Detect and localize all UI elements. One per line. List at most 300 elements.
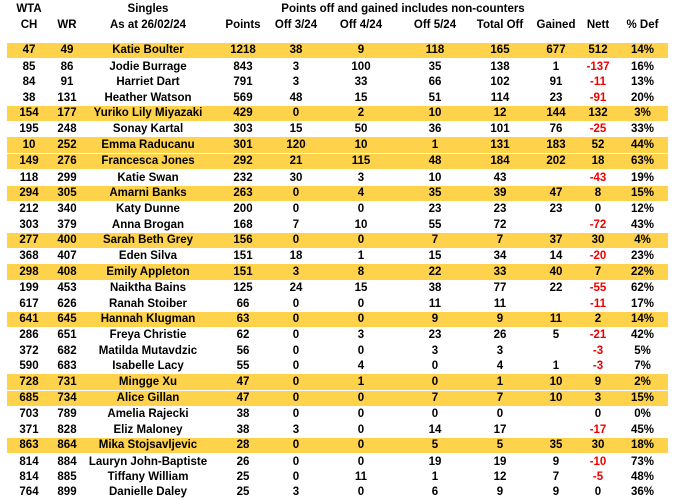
cell-points[interactable]: 151 (213, 264, 273, 280)
cell-wr[interactable]: 91 (60, 76, 74, 89)
cell-ch[interactable]: 703 (19, 408, 39, 421)
cell-gained[interactable] (533, 217, 579, 232)
cell-off4[interactable]: 0 (357, 486, 365, 499)
cell-off5[interactable]: 35 (428, 60, 442, 73)
cell-total[interactable]: 3 (496, 344, 504, 357)
cell-wr[interactable]: 651 (57, 329, 77, 342)
cell-off5[interactable]: 22 (403, 264, 467, 280)
cell-nett[interactable]: -91 (589, 91, 607, 104)
cell-off4[interactable]: 9 (319, 43, 403, 59)
cell-gained[interactable]: 22 (549, 282, 563, 295)
cell-off5[interactable]: 0 (431, 360, 439, 373)
cell-pct[interactable]: 14% (617, 312, 668, 328)
cell-total[interactable]: 23 (493, 203, 507, 216)
cell-gained[interactable]: 10 (533, 390, 579, 406)
cell-off4[interactable]: 15 (354, 282, 368, 295)
cell-wr[interactable]: 789 (57, 408, 77, 421)
cell-off3[interactable]: 0 (273, 374, 319, 390)
cell-gained[interactable]: 10 (533, 374, 579, 390)
cell-points[interactable]: 303 (233, 123, 253, 136)
cell-nett[interactable]: -55 (589, 282, 607, 295)
cell-total[interactable]: 12 (467, 106, 533, 122)
cell-points[interactable]: 47 (213, 374, 273, 390)
cell-off3[interactable]: 0 (273, 438, 319, 454)
cell-wr[interactable]: 645 (51, 312, 83, 328)
cell-ch[interactable]: 286 (19, 329, 39, 342)
col-header-pct-def[interactable]: % Def (626, 19, 659, 32)
cell-nett[interactable]: -137 (586, 60, 610, 73)
cell-ch[interactable]: 154 (7, 106, 51, 122)
cell-nett[interactable]: -17 (589, 423, 607, 436)
cell-name[interactable]: Naiktha Bains (109, 282, 187, 295)
cell-gained[interactable]: 1 (552, 360, 560, 373)
cell-gained[interactable]: 183 (533, 137, 579, 153)
cell-off5[interactable]: 1 (403, 137, 467, 153)
cell-points[interactable]: 56 (236, 344, 250, 357)
cell-wr[interactable]: 407 (57, 250, 77, 263)
col-header-nett[interactable]: Nett (586, 19, 610, 32)
cell-wr[interactable]: 731 (51, 374, 83, 390)
cell-name[interactable]: Amelia Rajecki (107, 408, 189, 421)
cell-nett[interactable]: 30 (579, 233, 617, 249)
cell-gained[interactable]: 202 (533, 153, 579, 169)
cell-pct[interactable]: 73% (630, 455, 655, 468)
cell-off4[interactable]: 115 (319, 153, 403, 169)
cell-points[interactable]: 843 (233, 60, 253, 73)
cell-points[interactable]: 232 (233, 171, 253, 184)
cell-total[interactable]: 17 (493, 423, 507, 436)
cell-off4[interactable]: 10 (354, 218, 368, 231)
cell-name[interactable]: Francesca Jones (83, 153, 213, 169)
cell-off4[interactable]: 0 (357, 455, 365, 468)
cell-off3[interactable]: 0 (292, 360, 300, 373)
cell-off3[interactable]: 0 (273, 233, 319, 249)
cell-off5[interactable]: 35 (403, 186, 467, 202)
cell-off5[interactable]: 1 (431, 470, 439, 483)
cell-name[interactable]: Freya Christie (109, 329, 187, 342)
cell-points[interactable]: 263 (213, 186, 273, 202)
cell-off5[interactable]: 66 (428, 76, 442, 89)
cell-points[interactable]: 301 (213, 137, 273, 153)
cell-off3[interactable]: 30 (289, 171, 303, 184)
cell-off3[interactable]: 0 (292, 408, 300, 421)
cell-gained[interactable]: 7 (552, 470, 560, 483)
cell-ch[interactable]: 298 (7, 264, 51, 280)
cell-total[interactable]: 184 (467, 153, 533, 169)
cell-total[interactable]: 0 (496, 408, 504, 421)
cell-nett[interactable]: 0 (594, 486, 602, 499)
cell-total[interactable]: 11 (493, 297, 507, 310)
cell-pct[interactable]: 36% (630, 486, 655, 499)
cell-name[interactable]: Emily Appleton (83, 264, 213, 280)
cell-ch[interactable]: 149 (7, 153, 51, 169)
cell-off4[interactable]: 11 (354, 470, 368, 483)
cell-total[interactable]: 43 (493, 171, 507, 184)
cell-gained[interactable]: 35 (533, 438, 579, 454)
cell-wr[interactable]: 379 (57, 218, 77, 231)
cell-wr[interactable]: 828 (57, 423, 77, 436)
cell-name[interactable]: Heather Watson (104, 91, 192, 104)
cell-gained[interactable]: 23 (549, 91, 563, 104)
cell-off5[interactable]: 19 (428, 455, 442, 468)
cell-pct[interactable]: 20% (630, 91, 655, 104)
cell-total[interactable]: 39 (467, 186, 533, 202)
cell-name[interactable]: Hannah Klugman (83, 312, 213, 328)
cell-pct[interactable]: 44% (617, 137, 668, 153)
cell-off4[interactable]: 33 (354, 76, 368, 89)
cell-off5[interactable]: 14 (428, 423, 442, 436)
cell-off3[interactable]: 3 (273, 264, 319, 280)
cell-pct[interactable]: 33% (630, 123, 655, 136)
cell-off4[interactable]: 10 (319, 137, 403, 153)
cell-ch[interactable]: 371 (19, 423, 39, 436)
cell-off5[interactable]: 15 (428, 250, 442, 263)
cell-off3[interactable]: 3 (292, 423, 300, 436)
cell-ch[interactable]: 195 (19, 123, 39, 136)
cell-off4[interactable]: 0 (357, 344, 365, 357)
cell-off4[interactable]: 15 (354, 91, 368, 104)
cell-pct[interactable]: 22% (617, 264, 668, 280)
cell-off5[interactable]: 0 (431, 408, 439, 421)
cell-name[interactable]: Danielle Daley (109, 486, 187, 499)
cell-off3[interactable]: 3 (292, 60, 300, 73)
cell-gained[interactable]: 5 (552, 329, 560, 342)
cell-off5[interactable]: 9 (403, 312, 467, 328)
cell-total[interactable]: 19 (493, 455, 507, 468)
col-header-off-4-24[interactable]: Off 4/24 (339, 19, 383, 32)
cell-gained[interactable]: 9 (552, 455, 560, 468)
cell-total[interactable]: 9 (496, 486, 504, 499)
cell-off4[interactable]: 0 (357, 203, 365, 216)
cell-nett[interactable]: 132 (579, 106, 617, 122)
cell-ch[interactable]: 368 (19, 250, 39, 263)
cell-total[interactable]: 7 (467, 233, 533, 249)
cell-ch[interactable]: 10 (7, 137, 51, 153)
cell-off3[interactable]: 0 (273, 186, 319, 202)
cell-name[interactable]: Yuriko Lily Miyazaki (83, 106, 213, 122)
cell-name[interactable]: Eliz Maloney (113, 423, 183, 436)
cell-gained[interactable]: 677 (533, 43, 579, 59)
cell-off4[interactable]: 0 (319, 390, 403, 406)
cell-off5[interactable]: 7 (403, 390, 467, 406)
cell-gained[interactable] (533, 406, 579, 422)
cell-wr[interactable]: 299 (57, 171, 77, 184)
cell-name[interactable]: Lauryn John-Baptiste (88, 455, 208, 468)
cell-points[interactable]: 55 (236, 360, 250, 373)
cell-name[interactable]: Katie Swan (117, 171, 179, 184)
cell-total[interactable]: 138 (490, 60, 510, 73)
cell-off3[interactable]: 0 (292, 470, 300, 483)
cell-total[interactable]: 9 (467, 312, 533, 328)
cell-off5[interactable]: 51 (428, 91, 442, 104)
cell-name[interactable]: Mika Stojsavljevic (83, 438, 213, 454)
cell-wr[interactable]: 682 (57, 344, 77, 357)
cell-total[interactable]: 12 (493, 470, 507, 483)
cell-off4[interactable]: 1 (357, 250, 365, 263)
cell-off4[interactable]: 0 (357, 408, 365, 421)
cell-off5[interactable]: 6 (431, 486, 439, 499)
cell-off3[interactable]: 18 (289, 250, 303, 263)
cell-points[interactable]: 28 (213, 438, 273, 454)
cell-name[interactable]: Katy Dunne (116, 203, 180, 216)
cell-nett[interactable]: 512 (579, 43, 617, 59)
cell-name[interactable]: Sarah Beth Grey (83, 233, 213, 249)
cell-off3[interactable]: 48 (289, 91, 303, 104)
cell-off5[interactable]: 118 (403, 43, 467, 59)
cell-off3[interactable]: 0 (273, 312, 319, 328)
col-header-total-off[interactable]: Total Off (476, 19, 524, 32)
cell-points[interactable]: 168 (233, 218, 253, 231)
cell-wr[interactable]: 453 (57, 282, 77, 295)
cell-off3[interactable]: 0 (292, 203, 300, 216)
cell-wr[interactable]: 884 (57, 455, 77, 468)
cell-ch[interactable]: 38 (22, 91, 36, 104)
cell-ch[interactable]: 212 (19, 203, 39, 216)
cell-off3[interactable]: 38 (273, 43, 319, 59)
cell-wr[interactable]: 626 (57, 297, 77, 310)
cell-off4[interactable]: 0 (319, 233, 403, 249)
cell-off4[interactable]: 1 (319, 374, 403, 390)
cell-pct[interactable]: 2% (617, 374, 668, 390)
cell-pct[interactable]: 42% (630, 329, 655, 342)
cell-pct[interactable]: 17% (630, 297, 655, 310)
cell-nett[interactable]: 8 (579, 186, 617, 202)
cell-name[interactable]: Isabelle Lacy (112, 360, 184, 373)
cell-off3[interactable]: 0 (292, 455, 300, 468)
cell-points[interactable]: 791 (233, 76, 253, 89)
cell-off5[interactable]: 48 (403, 153, 467, 169)
cell-pct[interactable]: 62% (630, 282, 655, 295)
cell-ch[interactable]: 814 (19, 470, 39, 483)
cell-points[interactable]: 38 (236, 408, 250, 421)
cell-total[interactable]: 1 (467, 374, 533, 390)
cell-ch[interactable]: 685 (7, 390, 51, 406)
cell-total[interactable]: 114 (490, 91, 510, 104)
cell-wr[interactable]: 885 (57, 470, 77, 483)
cell-gained[interactable]: 9 (552, 486, 560, 499)
col-header-off-5-24[interactable]: Off 5/24 (413, 19, 457, 32)
cell-nett[interactable]: -72 (589, 218, 607, 231)
cell-gained[interactable]: 76 (549, 123, 563, 136)
cell-name[interactable]: Eden Silva (118, 250, 178, 263)
cell-off3[interactable]: 120 (273, 137, 319, 153)
cell-ch[interactable]: 617 (19, 297, 39, 310)
cell-total[interactable]: 26 (493, 329, 507, 342)
cell-gained[interactable]: 40 (533, 264, 579, 280)
cell-nett[interactable]: 9 (579, 374, 617, 390)
cell-nett[interactable]: -25 (589, 123, 607, 136)
cell-ch[interactable]: 372 (19, 344, 39, 357)
cell-nett[interactable]: 0 (594, 408, 602, 421)
cell-points[interactable]: 292 (213, 153, 273, 169)
cell-off3[interactable]: 0 (273, 390, 319, 406)
cell-nett[interactable]: -3 (592, 344, 604, 357)
cell-ch[interactable]: 303 (19, 218, 39, 231)
cell-wr[interactable]: 899 (57, 486, 77, 499)
cell-points[interactable]: 62 (236, 329, 250, 342)
cell-ch[interactable]: 641 (7, 312, 51, 328)
cell-off5[interactable]: 3 (431, 344, 439, 357)
cell-ch[interactable]: 294 (7, 186, 51, 202)
cell-nett[interactable]: 3 (579, 390, 617, 406)
cell-gained[interactable]: 23 (549, 203, 563, 216)
cell-off4[interactable]: 50 (354, 123, 368, 136)
cell-name[interactable]: Sonay Kartal (112, 123, 184, 136)
cell-pct[interactable]: 15% (617, 390, 668, 406)
cell-ch[interactable]: 814 (19, 455, 39, 468)
cell-off3[interactable]: 7 (292, 218, 300, 231)
cell-gained[interactable]: 11 (533, 312, 579, 328)
cell-pct[interactable]: 4% (617, 233, 668, 249)
cell-points[interactable]: 66 (236, 297, 250, 310)
cell-off5[interactable]: 5 (403, 438, 467, 454)
cell-off4[interactable]: 4 (319, 186, 403, 202)
cell-wr[interactable]: 248 (57, 123, 77, 136)
cell-wr[interactable]: 734 (51, 390, 83, 406)
cell-nett[interactable]: -5 (592, 470, 604, 483)
cell-pct[interactable]: 14% (617, 43, 668, 59)
cell-name[interactable]: Matilda Mutavdzic (98, 344, 198, 357)
cell-wr[interactable]: 276 (51, 153, 83, 169)
cell-off3[interactable]: 3 (292, 76, 300, 89)
cell-nett[interactable]: 30 (579, 438, 617, 454)
cell-points[interactable]: 200 (233, 203, 253, 216)
cell-points[interactable]: 25 (236, 486, 250, 499)
cell-total[interactable]: 131 (467, 137, 533, 153)
cell-nett[interactable]: 7 (579, 264, 617, 280)
cell-name[interactable]: Tiffany William (107, 470, 189, 483)
cell-points[interactable]: 1218 (213, 43, 273, 59)
cell-off4[interactable]: 0 (319, 438, 403, 454)
cell-pct[interactable]: 48% (630, 470, 655, 483)
cell-ch[interactable]: 85 (22, 60, 36, 73)
cell-total[interactable]: 101 (490, 123, 510, 136)
cell-gained[interactable]: 14 (549, 250, 563, 263)
cell-total[interactable]: 34 (493, 250, 507, 263)
cell-pct[interactable]: 13% (630, 76, 655, 89)
cell-points[interactable]: 38 (236, 423, 250, 436)
cell-points[interactable]: 47 (213, 390, 273, 406)
cell-pct[interactable]: 45% (630, 423, 655, 436)
cell-name[interactable]: Alice Gillan (83, 390, 213, 406)
cell-total[interactable]: 102 (490, 76, 510, 89)
cell-ch[interactable]: 199 (19, 282, 39, 295)
cell-off5[interactable]: 38 (428, 282, 442, 295)
cell-off4[interactable]: 0 (357, 423, 365, 436)
cell-ch[interactable]: 863 (7, 438, 51, 454)
cell-ch[interactable]: 764 (19, 486, 39, 499)
col-header-off-3-24[interactable]: Off 3/24 (274, 19, 318, 32)
cell-total[interactable]: 165 (467, 43, 533, 59)
cell-total[interactable]: 77 (493, 282, 507, 295)
cell-nett[interactable]: 2 (579, 312, 617, 328)
col-header-ch[interactable]: CH (20, 19, 38, 32)
cell-gained[interactable] (533, 343, 579, 358)
cell-wr[interactable]: 340 (57, 203, 77, 216)
col-header-wr[interactable]: WR (57, 19, 77, 32)
cell-gained[interactable]: 47 (533, 186, 579, 202)
cell-points[interactable]: 63 (213, 312, 273, 328)
cell-total[interactable]: 5 (467, 438, 533, 454)
cell-points[interactable]: 26 (236, 455, 250, 468)
cell-off3[interactable]: 21 (273, 153, 319, 169)
cell-off3[interactable]: 0 (292, 297, 300, 310)
cell-off3[interactable]: 3 (292, 486, 300, 499)
cell-gained[interactable]: 37 (533, 233, 579, 249)
cell-wr[interactable]: 400 (51, 233, 83, 249)
col-header-gained[interactable]: Gained (536, 19, 576, 32)
cell-points[interactable]: 569 (233, 91, 253, 104)
cell-name[interactable]: Emma Raducanu (83, 137, 213, 153)
cell-off3[interactable]: 15 (289, 123, 303, 136)
cell-total[interactable]: 72 (493, 218, 507, 231)
cell-name[interactable]: Harriet Dart (116, 76, 180, 89)
cell-off5[interactable]: 0 (403, 374, 467, 390)
cell-wr[interactable]: 305 (51, 186, 83, 202)
cell-gained[interactable] (533, 170, 579, 186)
cell-pct[interactable]: 15% (617, 186, 668, 202)
cell-off4[interactable]: 0 (319, 312, 403, 328)
cell-nett[interactable]: -43 (589, 171, 607, 184)
cell-wr[interactable]: 864 (51, 438, 83, 454)
cell-ch[interactable]: 590 (19, 360, 39, 373)
cell-pct[interactable]: 63% (617, 153, 668, 169)
col-header-points[interactable]: Points (225, 19, 261, 32)
cell-ch[interactable]: 118 (19, 171, 39, 184)
cell-off4[interactable]: 8 (319, 264, 403, 280)
cell-pct[interactable]: 3% (617, 106, 668, 122)
cell-off4[interactable]: 100 (351, 60, 371, 73)
cell-off4[interactable]: 0 (357, 297, 365, 310)
cell-off5[interactable]: 36 (428, 123, 442, 136)
cell-off3[interactable]: 0 (292, 344, 300, 357)
cell-points[interactable]: 156 (213, 233, 273, 249)
cell-pct[interactable]: 12% (630, 203, 655, 216)
cell-nett[interactable]: -11 (590, 76, 606, 89)
cell-gained[interactable]: 91 (549, 76, 563, 89)
cell-pct[interactable]: 23% (630, 250, 655, 263)
cell-pct[interactable]: 16% (630, 60, 655, 73)
cell-nett[interactable]: 18 (579, 153, 617, 169)
cell-points[interactable]: 151 (233, 250, 253, 263)
cell-name[interactable]: Jodie Burrage (109, 60, 187, 73)
cell-nett[interactable]: -3 (592, 360, 604, 373)
cell-ch[interactable]: 47 (7, 43, 51, 59)
cell-pct[interactable]: 7% (634, 360, 651, 373)
cell-wr[interactable]: 177 (51, 106, 83, 122)
cell-wr[interactable]: 131 (57, 91, 77, 104)
cell-off4[interactable]: 3 (357, 171, 365, 184)
cell-gained[interactable] (533, 296, 579, 311)
col-header-as-at-date[interactable]: As at 26/02/24 (109, 19, 187, 32)
cell-ch[interactable]: 277 (7, 233, 51, 249)
cell-name[interactable]: Mingge Xu (83, 374, 213, 390)
cell-total[interactable]: 7 (467, 390, 533, 406)
cell-points[interactable]: 25 (236, 470, 250, 483)
cell-off4[interactable]: 2 (319, 106, 403, 122)
cell-name[interactable]: Ranah Stoiber (109, 297, 187, 310)
cell-total[interactable]: 4 (496, 360, 504, 373)
cell-pct[interactable]: 5% (634, 344, 651, 357)
cell-off4[interactable]: 4 (357, 360, 365, 373)
cell-pct[interactable]: 19% (630, 171, 655, 184)
cell-off5[interactable]: 7 (403, 233, 467, 249)
cell-wr[interactable]: 408 (51, 264, 83, 280)
cell-wr[interactable]: 252 (51, 137, 83, 153)
cell-off5[interactable]: 55 (428, 218, 442, 231)
cell-pct[interactable]: 43% (630, 218, 655, 231)
cell-off5[interactable]: 11 (428, 297, 442, 310)
